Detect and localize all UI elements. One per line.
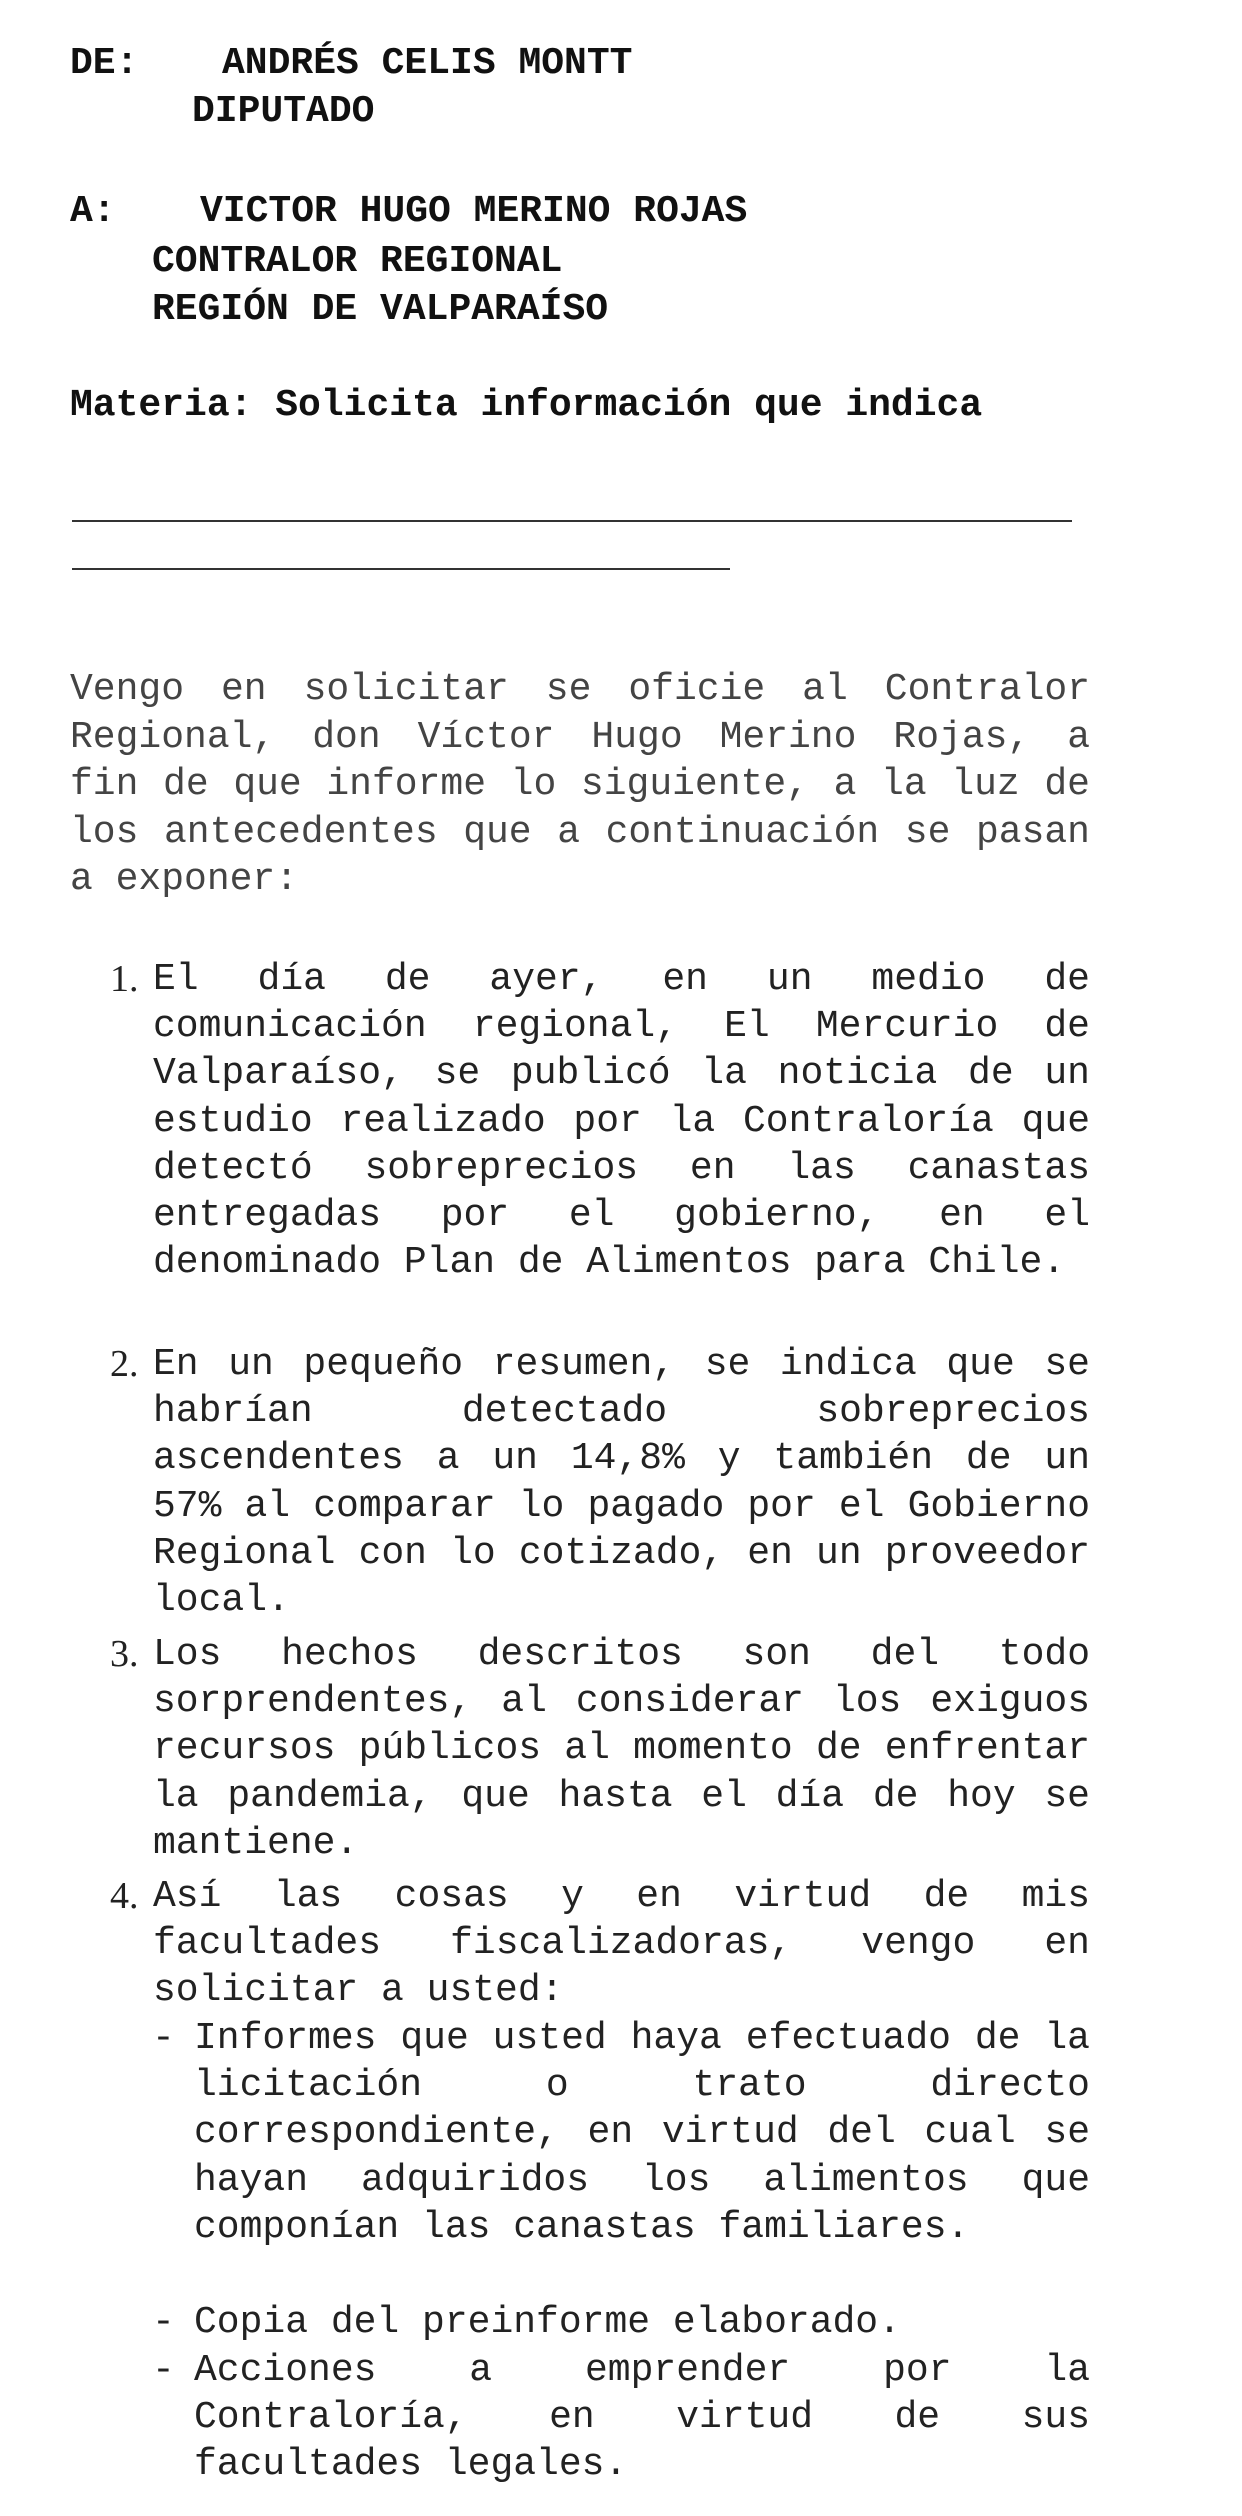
bullet-dash: - (152, 2017, 175, 2060)
sub-item-text: Acciones a emprender por la Contraloría, en virtud de sus facultades legales. (194, 2349, 1090, 2487)
list-item (110, 1873, 1090, 2015)
sub-item-text: Copia del preinforme elaborado. (194, 2301, 901, 2344)
item-text: Así las cosas y en virtud de mis facultades fiscalizadoras, vengo en solicitar a usted: (153, 1875, 1090, 2013)
divider-line (72, 568, 730, 570)
to-label: A: (70, 190, 116, 233)
list-item (110, 1631, 1090, 1867)
from-name: ANDRÉS CELIS MONTT (222, 42, 633, 85)
item-text: Los hechos descritos son del todo sorprendentes, al considerar los exiguos recursos públicos al momento de enfrentar la pandemia, que hasta el día de hoy se mantiene. (153, 1633, 1090, 1865)
sub-list-item (152, 2299, 1090, 2346)
to-title: CONTRALOR REGIONAL (152, 240, 563, 283)
item-text: En un pequeño resumen, se indica que se habrían detectado sobreprecios ascendentes a un 14,8% y también de un 57% al comparar lo pagado por el Gobierno Regional con lo cotizado, en un proveedor local. (153, 1343, 1090, 1623)
to-name: VICTOR HUGO MERINO ROJAS (200, 190, 748, 233)
sub-list-item (152, 2347, 1090, 2489)
item-number: 2. (110, 1343, 139, 1385)
item-number: 4. (110, 1875, 139, 1917)
sub-list-item (152, 2015, 1090, 2251)
list-item (110, 1341, 1090, 1624)
item-number: 3. (110, 1633, 139, 1675)
item-number: 1. (110, 958, 139, 1000)
from-title: DIPUTADO (192, 90, 375, 133)
sub-item-text: Informes que usted haya efectuado de la licitación o trato directo correspondiente, en virtud del cual se hayan adquiridos los alimentos que componían las canastas familiares. (194, 2017, 1090, 2249)
item-text: El día de ayer, en un medio de comunicación regional, El Mercurio de Valparaíso, se publicó la noticia de un estudio realizado por la Contraloría que detectó sobreprecios en las canastas entregadas por el gobierno, en el denominado Plan de Alimentos para Chile. (153, 958, 1090, 1285)
to-region: REGIÓN DE VALPARAÍSO (152, 288, 609, 331)
subject-line: Materia: Solicita información que indica (70, 384, 983, 427)
bullet-dash: - (152, 2301, 175, 2344)
intro-paragraph: Vengo en solicitar se oficie al Contralor Regional, don Víctor Hugo Merino Rojas, a fin de que informe lo siguiente, a la luz de los antecedentes que a continuación se pasan a exponer: (70, 668, 1090, 901)
list-item (110, 956, 1090, 1286)
bullet-dash: - (152, 2349, 175, 2392)
divider-line (72, 520, 1072, 522)
from-label: DE: (70, 42, 139, 85)
